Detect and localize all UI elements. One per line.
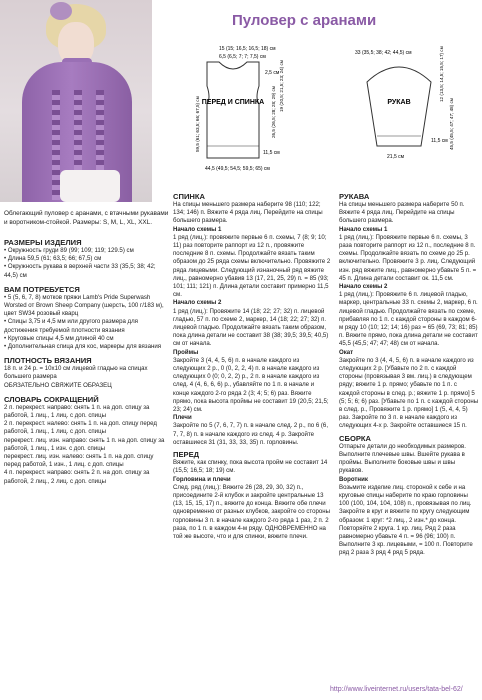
front-shoulder-dim: 6,5 (6,5; 7; 7; 7,5) см bbox=[219, 54, 266, 60]
materials-line: • Дополнительная спица для кос, маркеры для вязания bbox=[4, 343, 162, 351]
sleeve-top-dim: 33 (35,5; 38; 42; 44,5) см bbox=[355, 50, 412, 56]
materials-line: • Спицы 3,75 и 4,5 мм или другого размера для достижения требуемой плотности вязания bbox=[4, 318, 138, 334]
watermark-url: http://www.liveinternet.ru/users/tata-bel-62/ bbox=[330, 686, 463, 693]
assembly-text: Отпарьте детали до необходимых размеров. Выполните плечевые швы. Вшейте рукава в проймы. Выполните боковые швы и швы рукавов. bbox=[339, 442, 466, 475]
front-armhole-dim: 19 (20,5; 21,5; 23; 24) см bbox=[279, 60, 284, 112]
abbr-line: перекрест. лиц. изн. направо: снять 1 п. на доп. спицу за работой, 1 лиц., 1 изн. с доп. спицы bbox=[4, 436, 165, 452]
body-outline bbox=[207, 62, 259, 158]
materials-line: • Круговые спицы 4,5 мм длиной 40 см bbox=[4, 334, 114, 342]
back-text: На спицы меньшего размера наберите 98 (110; 122; 134; 146) п. Вяжите 4 ряда лиц. Перейдите на спицы большего размера. bbox=[173, 201, 323, 225]
front-total-dim: 59,5 (61; 63,5; 66; 67,5) см bbox=[195, 96, 200, 152]
column-1 bbox=[4, 238, 168, 486]
front-neck-depth: 2,5 см bbox=[265, 70, 280, 76]
schematic-diagrams bbox=[175, 42, 475, 177]
sleeve-chart2-text: 1 ряд (лиц.): Провяжите 6 п. лицевой гладью, маркер, центральные 33 п. схемы 2, маркер, 6 п. лицевой гладью. Продолжайте вязать по схеме, прибавляя по 1 п. с каждой стороны в каждом 6-м ряду 10 (10; 12; 14; 16) раз = 65 (69, 73; 81; 85) п. Вяжите прямо, пока длина детали не составит 45,5 (45,5; 47; 47; 48) см от начала. bbox=[339, 291, 478, 348]
gauge-heading: ПЛОТНОСТЬ ВЯЗАНИЯ bbox=[4, 356, 92, 366]
chart2-heading: Начало схемы 2 bbox=[173, 299, 222, 307]
abbr-heading: СЛОВАРЬ СОКРАЩЕНИЙ bbox=[4, 394, 99, 404]
cap-heading: Окат bbox=[339, 348, 354, 356]
chart2-text: 1 ряд (лиц.): Провяжите 14 (18; 22; 27; 32) п. лицевой гладью, 57 п. по схеме 2, маркер, 14 (18; 22; 27; 32) п. лицевой гладью. Продолжайте вязать таким образом, пока длина детали не составит 38 (38; 39,5; 39,5; 40,5) см от начала. bbox=[173, 307, 329, 348]
cable-stripe bbox=[52, 90, 60, 200]
sleeve-rib-dim: 11,5 см bbox=[431, 138, 448, 144]
abbr-line: 2 п. перекрест. направо: снять 1 п. на доп. спицу за работой, 1 лиц., 1 лиц. с доп. спицы bbox=[4, 403, 150, 420]
front-top-dim: 15 (15; 16,5; 16,5; 18) см bbox=[219, 46, 276, 52]
hair-flower bbox=[50, 2, 72, 20]
abbr-line: 4 п. перекрест. направо: снять 2 п. на доп. спицу за работой, 2 лиц., 2 лиц. с доп. спицы bbox=[4, 469, 150, 485]
front-side-dim: 26,5 (26,5; 28; 28; 29) см bbox=[271, 86, 276, 138]
shoulders-text: Закройте по 5 (7, 6, 7, 7) п. в начале след. 2 р., по 6 (6, 7, 7, 8) п. в начале каждого из след. 4 р. Закройте оставшиеся 31 (31, 33, 33, 35) п. горловины. bbox=[173, 422, 329, 446]
sleeve-chart2-heading: Начало схемы 2 bbox=[339, 283, 388, 291]
armholes-text: Закройте 3 (4, 4, 5, 6) п. в начале каждого из следующих 2 р., 0 (0, 2, 2, 4) п. в начале каждого из следующих 0 (0; 0, 2, 2) р., 2 п. в начале каждого из след. 4 (4, 6, 6, 6) р., убавляйте по 1 п. в начале и конце каждого 2-го ряда 2 (3; 4; 5; 6) раз. Вяжите прямо, пока высота проймы не составит 19 (20,5; 21,5; 23; 24) см. bbox=[173, 356, 329, 414]
column-3 bbox=[339, 192, 479, 558]
sleeve-chart1-heading: Начало схемы 1 bbox=[339, 225, 388, 233]
white-skirt bbox=[60, 170, 120, 202]
front-label: ПЕРЕД И СПИНКА bbox=[201, 99, 265, 106]
cap-text: Закройте по 3 (4, 4, 5, 6) п. в начале каждого из следующих 2 р. [Убавьте по 2 п. с каждой стороны (провязывая 3 вм. лиц.) в следующем ряду; вяжите 1 р. прямо; убавьте по 1 п. с каждой стороны в след. р.; вяжите 1 р. прямо] 5 (5; 5; 6; 6) раз. [Убавьте по 1 п. с каждой стороны в след. р., Провяжите 1 р. прямо] 1 (5, 4, 4, 5) раз. Закройте по 3 п. в начале каждого из следующих 4-х р. Закройте оставшиеся 15 п. bbox=[339, 356, 479, 430]
page-title: Пуловер с аранами bbox=[232, 12, 377, 29]
sleeve-outline bbox=[367, 67, 431, 146]
front-bottom-dim: 44,5 (49,5; 54,5; 59,5; 65) см bbox=[205, 166, 270, 172]
abbr-line: 2 п. перекрест. налево: снять 1 п. на доп. спицу перед работой, 1 лиц., 1 лиц. с доп. спицы bbox=[4, 420, 157, 436]
model-photo bbox=[0, 0, 152, 202]
sizes-line: • Длина 59,5 (61; 63,5; 66; 67,5) см bbox=[4, 255, 102, 263]
intro-text: Облегающий пуловер с аранами, с втачными рукавами и воротником-стойкой. Размеры: S, M, L, XL, XXL. bbox=[4, 210, 169, 226]
gauge-text: 18 п. и 24 р. = 10х10 см лицевой гладью на спицах большего размера bbox=[4, 365, 148, 381]
column-2 bbox=[173, 192, 331, 541]
sleeve-heading: РУКАВА bbox=[339, 192, 370, 201]
sizes-line: • Окружность рукава в верхней части 33 (35,5; 38; 42; 44,5) см bbox=[4, 263, 156, 279]
sizes-heading: РАЗМЕРЫ ИЗДЕЛИЯ bbox=[4, 238, 82, 247]
armholes-heading: Проймы bbox=[173, 348, 199, 356]
front-text: Вяжите, как спинку, пока высота пройм не составит 14 (15,5; 16,5; 18; 19) см. bbox=[173, 459, 328, 475]
abbr-line: перекрест. лиц. изн. налево: снять 1 п. на доп. спицу перед работой, 1 изн., 1 лиц. с доп. спицы bbox=[4, 453, 154, 469]
sleeve-cap-dim: 12 (13,5; 14,5; 15,5; 17) см bbox=[439, 46, 444, 102]
neck-text: След. ряд (лиц.): Вяжите 26 (28, 29, 30, 32) п., присоедините 2-й клубок и закройте центральные 13 (13, 15, 15, 17) п., вяжите до конца. Вяжите обе плечи одновременно от разных клубков, закройте со стороны горловины 3 п. в начале каждого 2-го ряда 1 раз, 2 п. 2 раза, по 1 п. в каждом 4-м ряду. ОДНОВРЕМЕННО на той же высоте, что и для спинки, вяжите плечи. bbox=[173, 483, 331, 540]
chart1-heading: Начало схемы 1 bbox=[173, 225, 222, 233]
neck-heading: Горловина и плечи bbox=[173, 475, 231, 483]
sizes-line: • Окружность груди 89 (99; 109; 119; 129.5) см bbox=[4, 247, 134, 254]
materials-line: • 5 (5, 6, 7, 8) мотков пряжи Lamb's Pride Superwash Worsted от Brown Sheep Company (шерсть, 100 г/183 м), цвет SW34 розовый кварц bbox=[4, 293, 164, 318]
materials-heading: ВАМ ПОТРЕБУЕТСЯ bbox=[4, 284, 80, 294]
back-heading: СПИНКА bbox=[173, 192, 206, 201]
sleeve-text: На спицы меньшего размера наберите 50 п. Вяжите 4 ряда лиц. Перейдите на спицы большего размера. bbox=[339, 201, 465, 225]
gauge-warning: ОБЯЗАТЕЛЬНО СВЯЖИТЕ ОБРАЗЕЦ bbox=[4, 381, 112, 389]
front-rib-dim: 11,5 см bbox=[263, 150, 280, 156]
sleeve-label: РУКАВ bbox=[387, 99, 411, 106]
collar-text: Возьмите изделие лиц. стороной к себе и на круговые спицы наберите по краю горловины 100 (100, 104, 104, 108) п., провязывая по лиц. Закройте в круг и вяжите по кругу следующим образом: 1 круг: *2 лиц., 2 изн.* до конца. Повторяйте 2 круга. 1 кр. лиц. Ряд 2 раза равномерно убавьте 4 п. = 96 (96; 100) п. Выполните 3 кр. лицевыми, = 100 п. Повторите ряд 2 раза 3 ряд 4 ряд 5 ряда. bbox=[339, 483, 473, 557]
sleeve-length-dim: 45,5 (45,5; 47; 47; 48) см bbox=[449, 98, 454, 150]
sleeve-chart1-text: 1 ряд (лиц.): Провяжите первые 6 п. схемы, 3 раза повторите раппорт из 12 п., последние 8 п. схемы. Продолжайте вязать по схеме до 25 р. включительно. Провяжите 3 р. лиц. Следующий изн. ряд вяжите лиц., равномерно убавьте 5 п. = 45 п. Длина детали составит ок. 11,5 см. bbox=[339, 233, 477, 282]
front-heading: ПЕРЕД bbox=[173, 450, 200, 460]
collar-heading: Воротник bbox=[339, 475, 368, 483]
chart1-text: 1 ряд (лиц.): провяжите первые 6 п. схемы, 7 (8; 9; 10; 11) раз повторите раппорт из 12 п., провяжите последние 8 п. схемы. Продолжайте вязать таким образом до 25 ряда схемы включительно. Провяжите 2 ряда лицевыми. Следующий изнаночный ряд вяжите лиц., равномерно убавив 13 (17, 21, 25, 29) п. = 85 (93; 101; 111; 121) п. Длина детали составит примерно 11,5 см. bbox=[173, 233, 331, 299]
sleeve-bottom-dim: 21,5 см bbox=[387, 154, 405, 160]
shoulders-heading: Плечи bbox=[173, 414, 192, 422]
assembly-heading: СБОРКА bbox=[339, 433, 372, 443]
